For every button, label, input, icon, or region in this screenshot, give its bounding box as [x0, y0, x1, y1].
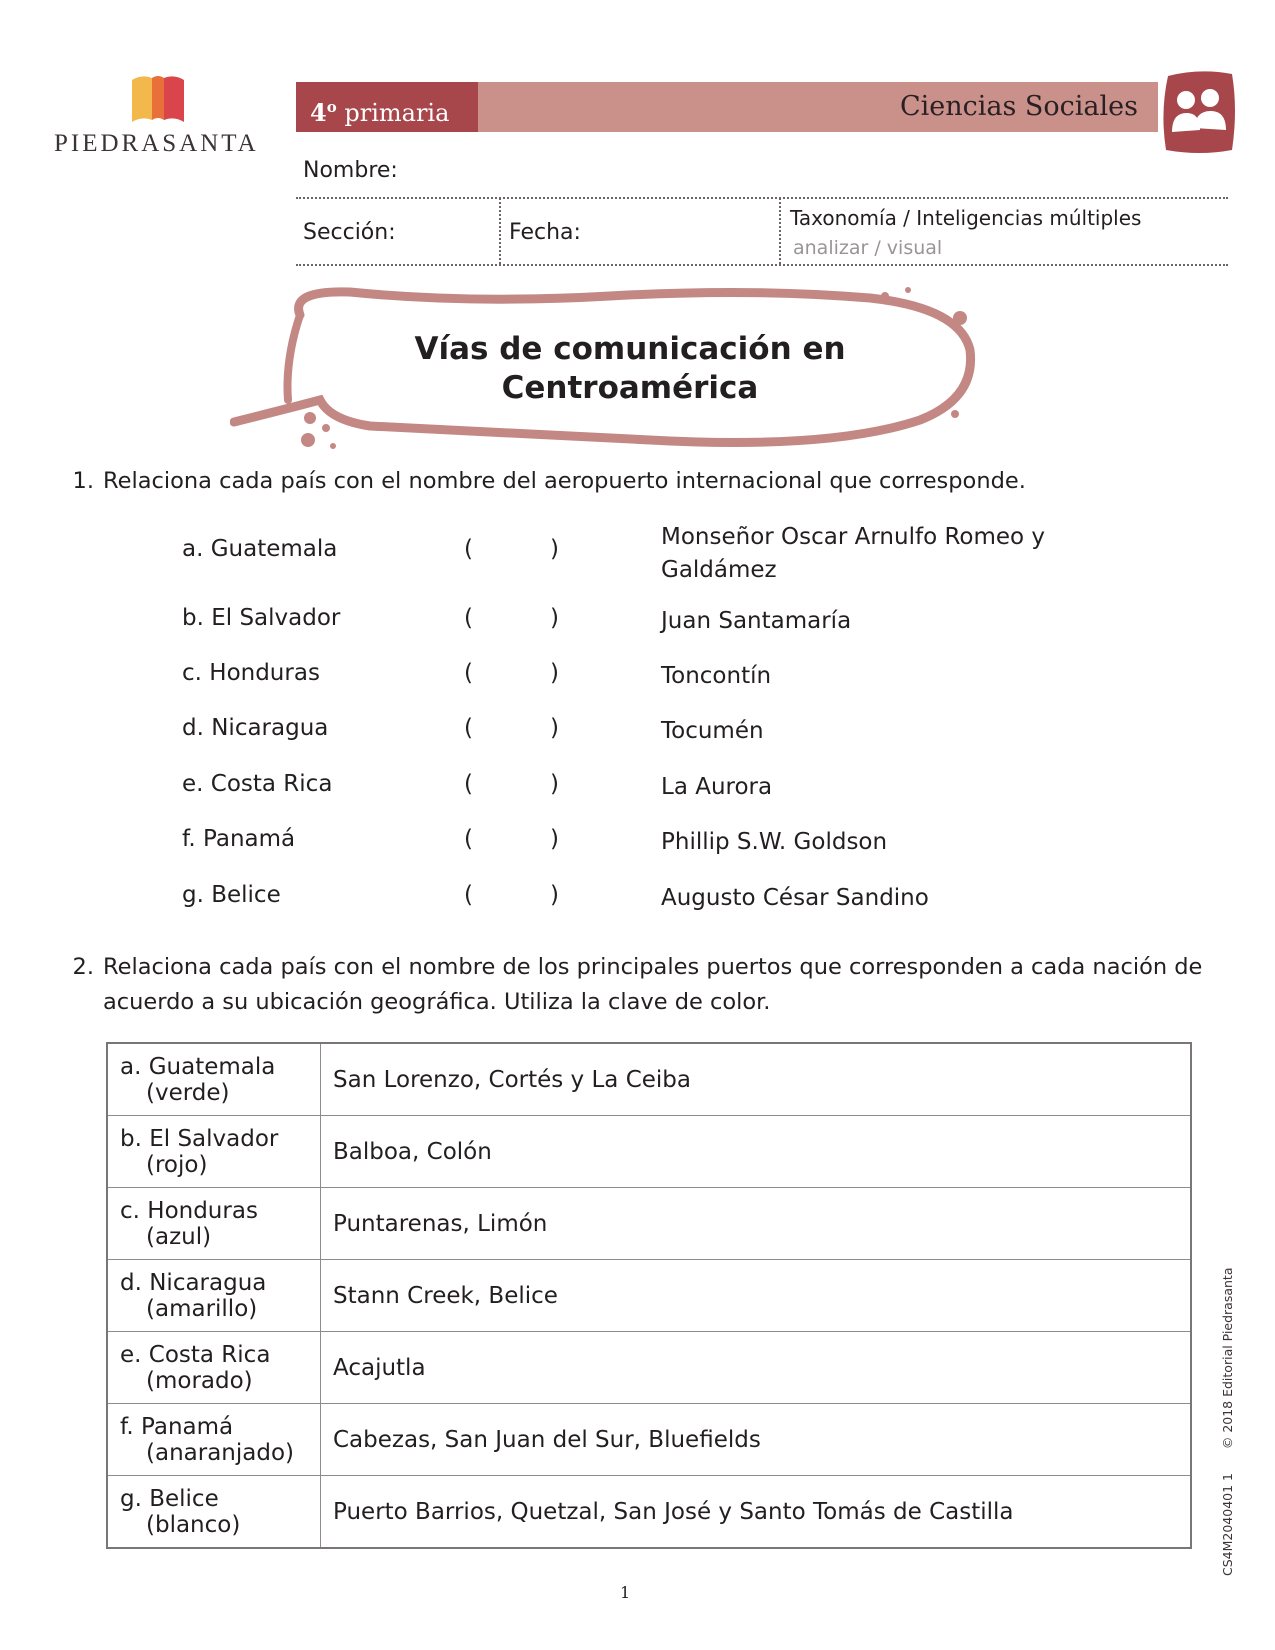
title-line-1: Vías de comunicación en — [414, 331, 846, 367]
question-1-text: Relaciona cada país con el nombre del aeropuerto internacional que corresponde. — [103, 468, 1026, 494]
book-logo-icon — [130, 74, 186, 126]
grade-label — [296, 82, 478, 132]
airport-item: Toncontín — [661, 663, 772, 689]
table-row — [107, 1404, 1191, 1476]
name-label: Nombre: — [303, 158, 398, 183]
publisher-logo-text: PIEDRASANTA — [54, 130, 259, 157]
ports-cell: San Lorenzo, Cortés y La Ceiba — [321, 1043, 1192, 1116]
copyright-text: © 2018 Editorial Piedrasanta — [1220, 1267, 1235, 1450]
grade-number: 4 — [310, 98, 327, 127]
document-code: CS4M2040401 1 — [1220, 1473, 1235, 1576]
table-row — [107, 1476, 1191, 1549]
country-item: c. Honduras — [182, 660, 320, 686]
answer-blank[interactable]: ( ) — [464, 660, 559, 686]
taxonomy-value: analizar / visual — [793, 237, 943, 259]
date-label: Fecha: — [509, 220, 581, 245]
people-icon — [1160, 70, 1238, 155]
ports-cell: Balboa, Colón — [321, 1116, 1192, 1188]
name-line[interactable] — [296, 197, 1228, 199]
airport-item: Monseñor Oscar Arnulfo Romeo y Galdámez — [661, 524, 1046, 583]
ports-table — [106, 1042, 1192, 1549]
country-cell[interactable]: d. Nicaragua (amarillo) — [107, 1260, 321, 1332]
country-cell[interactable]: f. Panamá (anaranjado) — [107, 1404, 321, 1476]
airport-item: Phillip S.W. Goldson — [661, 829, 888, 855]
country-item: b. El Salvador — [182, 605, 341, 631]
answer-blank[interactable]: ( ) — [464, 882, 559, 908]
answer-blank[interactable]: ( ) — [464, 715, 559, 741]
airport-item: Tocumén — [661, 718, 764, 744]
airport-item: Juan Santamaría — [661, 608, 852, 634]
answer-blank[interactable]: ( ) — [464, 605, 559, 631]
field-divider — [779, 198, 781, 264]
ports-cell: Puerto Barrios, Quetzal, San José y Santo Tomás de Castilla — [321, 1476, 1192, 1549]
question-1-number: 1. — [72, 468, 94, 494]
country-cell[interactable]: g. Belice (blanco) — [107, 1476, 321, 1549]
country-item: f. Panamá — [182, 826, 296, 852]
country-cell[interactable]: c. Honduras (azul) — [107, 1188, 321, 1260]
table-row — [107, 1116, 1191, 1188]
ports-cell: Puntarenas, Limón — [321, 1188, 1192, 1260]
table-row — [107, 1332, 1191, 1404]
answer-blank[interactable]: ( ) — [464, 536, 559, 562]
country-item: e. Costa Rica — [182, 771, 333, 797]
page-number: 1 — [620, 1583, 631, 1602]
table-row — [107, 1260, 1191, 1332]
country-cell[interactable]: e. Costa Rica (morado) — [107, 1332, 321, 1404]
taxonomy-label: Taxonomía / Inteligencias múltiples — [790, 206, 1142, 230]
table-row — [107, 1043, 1191, 1116]
ports-cell: Stann Creek, Belice — [321, 1260, 1192, 1332]
page-title — [330, 330, 930, 408]
ports-cell: Acajutla — [321, 1332, 1192, 1404]
field-divider — [499, 198, 501, 264]
grade-text: primaria — [344, 99, 450, 127]
question-2-number: 2. — [72, 954, 94, 980]
answer-blank[interactable]: ( ) — [464, 771, 559, 797]
country-item: d. Nicaragua — [182, 715, 329, 741]
country-cell[interactable]: a. Guatemala (verde) — [107, 1043, 321, 1116]
airport-item: La Aurora — [661, 774, 773, 800]
section-line[interactable] — [296, 264, 1228, 266]
subject-title: Ciencias Sociales — [899, 91, 1138, 122]
grade-ordinal: o — [326, 98, 337, 116]
question-2-text: Relaciona cada país con el nombre de los principales puertos que corresponden a cada nación de acuerdo a su ubicación geográfica. Utiliza la clave de color. — [103, 954, 1203, 1015]
ports-cell: Cabezas, San Juan del Sur, Bluefields — [321, 1404, 1192, 1476]
table-row — [107, 1188, 1191, 1260]
airport-item: Augusto César Sandino — [661, 885, 929, 911]
section-label: Sección: — [303, 220, 396, 245]
title-line-2: Centroamérica — [501, 370, 759, 406]
country-cell[interactable]: b. El Salvador (rojo) — [107, 1116, 321, 1188]
country-item: a. Guatemala — [182, 536, 338, 562]
side-footer — [1220, 1268, 1235, 1577]
answer-blank[interactable]: ( ) — [464, 826, 559, 852]
country-item: g. Belice — [182, 882, 281, 908]
